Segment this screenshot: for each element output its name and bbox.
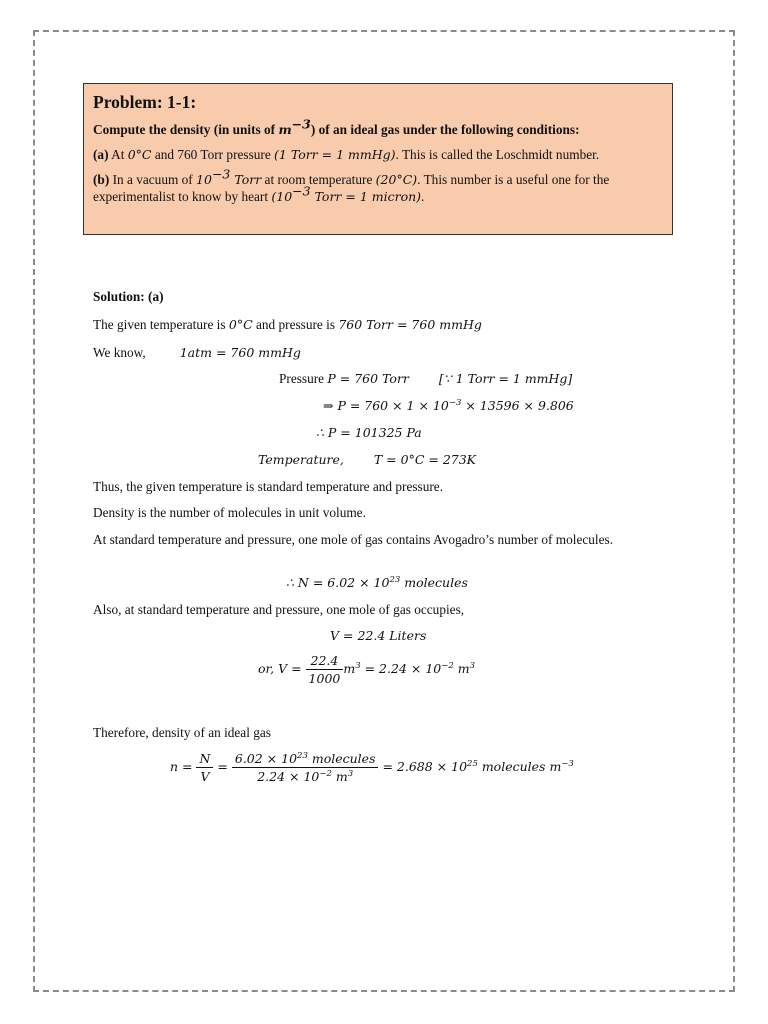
density-fraction: $\frac{6.02 \times 10^{23} molecules}{2.24 \times 10^{-2} m^3}$ [232,751,379,784]
avogadro-line: At standard temperature and pressure, one mole of gas contains Avogadro’s number of molecules. [93,532,614,547]
problem-statement: Compute the density (in units of $m^{-3}$) of an ideal gas under the following conditions: [93,116,580,137]
temperature-eq: Temperature, T = 0°C = 273K [258,452,477,467]
given-line: The given temperature is 0°C and pressure is 760 Torr = 760 mmHg [93,317,482,332]
problem-box [83,83,673,235]
pressure-eq: Pressure P = 760 Torr [∵ 1 Torr = 1 mmHg] [279,371,573,386]
n-over-v-fraction: $\frac{N}{V}$ [196,751,213,784]
problem-title: Problem: 1-1: [93,92,197,112]
we-know-line: We know, 1atm = 760 mmHg [93,345,301,360]
problem-part-b: (b) In a vacuum of $10^{-3}$ Torr at room temperature (20°C). This number is a useful one for the experimentalist to know by heart ($10^{-3}$ Torr = 1 micron). [93,166,610,204]
therefore-line: Therefore, density of an ideal gas [93,725,271,740]
density-def-line: Density is the number of molecules in unit volume. [93,505,366,520]
solution-title: Solution: (a) [93,289,164,304]
volume-eq: V = 22.4 Liters [330,628,427,643]
stp-line: Thus, the given temperature is standard temperature and pressure. [93,479,444,494]
density-result-eq: n = $\frac{N}{V}$ = $\frac{6.02 \times 10^{23} molecules}{2.24 \times 10^{-2} m^3}$ = $2.688 \times 10^{25}$ molecules $m^{-3}$ [170,750,574,784]
volume-convert-eq: or, V = $\frac{22.4}{1000}$ $m^3 = 2.24 \times 10^{-2}$ $m^3$ [258,653,476,686]
problem-part-a: (a) At 0°C and 760 Torr pressure (1 Torr = 1 mmHg). This is called the Loschmidt number. [93,147,600,162]
avogadro-eq: ∴ $N = 6.02 \times 10^{23}$ molecules [286,574,468,590]
pressure-result-eq: ∴ P = 101325 Pa [316,425,422,440]
volume-line: Also, at standard temperature and pressure, one mole of gas occupies, [93,602,465,617]
volume-fraction: $\frac{22.4}{1000}$ [306,653,344,686]
pressure-calc-eq: ⇒ $P = 760 \times 1 \times 10^{-3} \times 13596 \times 9.806$ [323,397,574,413]
